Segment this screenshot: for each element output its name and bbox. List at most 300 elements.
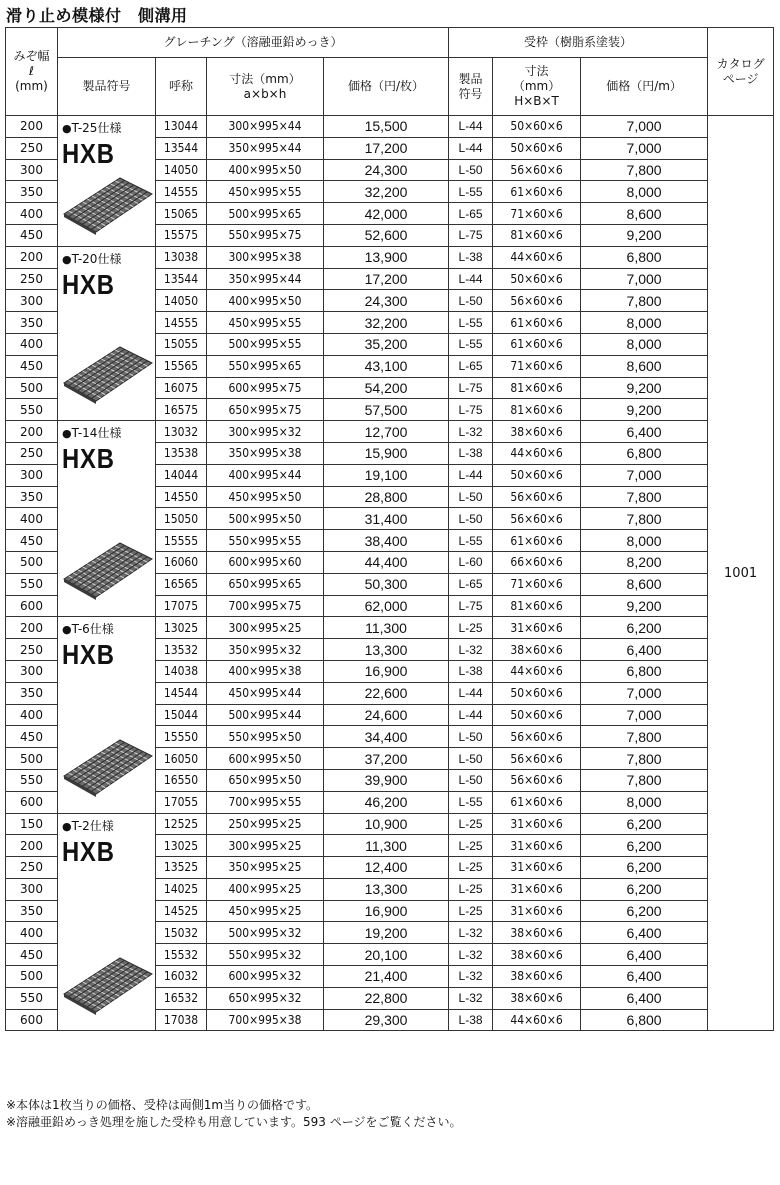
price-cell: 10,900 [324, 813, 449, 835]
frame-code-cell: L-38 [449, 246, 493, 268]
price-cell: 15,500 [324, 116, 449, 138]
frame-code-cell: L-25 [449, 900, 493, 922]
table-row [6, 421, 774, 443]
width-cell: 150 [6, 813, 58, 835]
width-cell: 350 [6, 900, 58, 922]
frame-size-cell: 56×60×6 [493, 726, 581, 748]
series-name: HXB [62, 268, 115, 300]
price-cell: 13,900 [324, 246, 449, 268]
width-cell: 300 [6, 159, 58, 181]
name-code-cell: 15050 [156, 508, 207, 530]
frame-price-cell: 6,200 [581, 835, 708, 857]
frame-code-cell: L-32 [449, 639, 493, 661]
price-cell: 17,200 [324, 137, 449, 159]
frame-price-cell: 7,800 [581, 769, 708, 791]
frame-size-cell: 50×60×6 [493, 268, 581, 290]
name-code-cell: 13038 [156, 246, 207, 268]
name-code-cell: 15565 [156, 355, 207, 377]
size-cell: 250×995×25 [207, 813, 324, 835]
frame-code-cell: L-50 [449, 726, 493, 748]
frame-size-cell: 44×60×6 [493, 442, 581, 464]
price-cell: 16,900 [324, 900, 449, 922]
width-cell: 500 [6, 551, 58, 573]
price-cell: 62,000 [324, 595, 449, 617]
size-cell: 450×995×44 [207, 682, 324, 704]
product-cell [58, 617, 156, 813]
name-code-cell: 14555 [156, 181, 207, 203]
name-code-cell: 15555 [156, 530, 207, 552]
frame-price-cell: 6,800 [581, 246, 708, 268]
grating-image [62, 539, 154, 601]
frame-size-cell: 66×60×6 [493, 551, 581, 573]
width-cell: 200 [6, 617, 58, 639]
price-cell: 24,300 [324, 290, 449, 312]
frame-price-cell: 7,000 [581, 116, 708, 138]
product-cell [58, 116, 156, 247]
frame-price-cell: 7,800 [581, 726, 708, 748]
price-cell: 43,100 [324, 355, 449, 377]
price-cell: 19,100 [324, 464, 449, 486]
header-catalog: カタログ ページ [708, 28, 774, 116]
width-cell: 500 [6, 377, 58, 399]
frame-size-cell: 31×60×6 [493, 878, 581, 900]
frame-price-cell: 6,800 [581, 1009, 708, 1031]
frame-code-cell: L-44 [449, 682, 493, 704]
width-cell: 500 [6, 748, 58, 770]
frame-code-cell: L-32 [449, 987, 493, 1009]
table-row [6, 617, 774, 639]
name-code-cell: 13544 [156, 137, 207, 159]
frame-size-cell: 31×60×6 [493, 900, 581, 922]
frame-code-cell: L-65 [449, 355, 493, 377]
width-cell: 450 [6, 944, 58, 966]
frame-price-cell: 7,800 [581, 290, 708, 312]
price-cell: 15,900 [324, 442, 449, 464]
frame-code-cell: L-50 [449, 486, 493, 508]
frame-code-cell: L-25 [449, 878, 493, 900]
size-cell: 350×995×32 [207, 639, 324, 661]
price-cell: 16,900 [324, 660, 449, 682]
frame-code-cell: L-38 [449, 442, 493, 464]
frame-price-cell: 7,800 [581, 508, 708, 530]
width-cell: 550 [6, 399, 58, 421]
series-name: HXB [62, 835, 115, 867]
price-cell: 21,400 [324, 966, 449, 988]
frame-size-cell: 81×60×6 [493, 399, 581, 421]
name-code-cell: 17055 [156, 791, 207, 813]
frame-size-cell: 38×60×6 [493, 421, 581, 443]
frame-size-cell: 38×60×6 [493, 639, 581, 661]
frame-size-cell: 56×60×6 [493, 508, 581, 530]
frame-price-cell: 6,200 [581, 813, 708, 835]
frame-price-cell: 6,400 [581, 922, 708, 944]
frame-size-cell: 81×60×6 [493, 595, 581, 617]
price-cell: 12,700 [324, 421, 449, 443]
header-frame-group: 受枠（樹脂系塗装） [449, 28, 708, 58]
width-cell: 250 [6, 268, 58, 290]
frame-price-cell: 7,000 [581, 682, 708, 704]
width-cell: 400 [6, 922, 58, 944]
size-cell: 700×995×55 [207, 791, 324, 813]
size-cell: 650×995×65 [207, 573, 324, 595]
size-cell: 300×995×32 [207, 421, 324, 443]
frame-price-cell: 7,000 [581, 704, 708, 726]
grating-image [62, 954, 154, 1016]
name-code-cell: 15065 [156, 203, 207, 225]
header-frame-code: 製品 符号 [449, 58, 493, 116]
frame-size-cell: 61×60×6 [493, 312, 581, 334]
price-cell: 28,800 [324, 486, 449, 508]
price-cell: 11,300 [324, 617, 449, 639]
frame-size-cell: 61×60×6 [493, 791, 581, 813]
frame-code-cell: L-50 [449, 748, 493, 770]
frame-price-cell: 9,200 [581, 399, 708, 421]
grating-icon [62, 736, 152, 802]
frame-size-cell: 31×60×6 [493, 857, 581, 879]
product-cell [58, 421, 156, 617]
width-cell: 300 [6, 464, 58, 486]
size-cell: 450×995×55 [207, 181, 324, 203]
width-cell: 550 [6, 573, 58, 595]
frame-price-cell: 7,800 [581, 748, 708, 770]
size-cell: 550×995×75 [207, 224, 324, 246]
header-frame-price: 価格（円/m） [581, 58, 708, 116]
price-cell: 19,200 [324, 922, 449, 944]
frame-code-cell: L-55 [449, 181, 493, 203]
price-cell: 22,600 [324, 682, 449, 704]
frame-price-cell: 8,000 [581, 181, 708, 203]
frame-code-cell: L-65 [449, 203, 493, 225]
product-cell [58, 246, 156, 420]
size-cell: 550×995×55 [207, 530, 324, 552]
size-cell: 650×995×75 [207, 399, 324, 421]
frame-size-cell: 31×60×6 [493, 617, 581, 639]
grating-image [62, 736, 154, 798]
frame-code-cell: L-25 [449, 813, 493, 835]
size-cell: 300×995×25 [207, 617, 324, 639]
name-code-cell: 15532 [156, 944, 207, 966]
frame-code-cell: L-50 [449, 159, 493, 181]
frame-price-cell: 8,600 [581, 203, 708, 225]
size-cell: 350×995×25 [207, 857, 324, 879]
width-cell: 450 [6, 726, 58, 748]
frame-price-cell: 8,200 [581, 551, 708, 573]
frame-price-cell: 6,400 [581, 987, 708, 1009]
note-2: ※溶融亜鉛めっき処理を施した受枠も用意しています。593 ページをご覧ください。 [6, 1115, 462, 1129]
spec-label [62, 119, 152, 136]
name-code-cell: 15032 [156, 922, 207, 944]
catalog-page-cell: 1001 [708, 116, 774, 1031]
size-cell: 400×995×50 [207, 159, 324, 181]
table-row [6, 116, 774, 138]
width-cell: 550 [6, 769, 58, 791]
name-code-cell: 14038 [156, 660, 207, 682]
series-name: HXB [62, 639, 115, 671]
frame-price-cell: 7,000 [581, 268, 708, 290]
name-code-cell: 14044 [156, 464, 207, 486]
size-cell: 600×995×50 [207, 748, 324, 770]
spec-text: T-14仕様 [71, 426, 122, 441]
size-cell: 300×995×38 [207, 246, 324, 268]
name-code-cell: 15575 [156, 224, 207, 246]
table-row [6, 813, 774, 835]
note-1: ※本体は1枚当りの価格、受枠は両側1m当りの価格です。 [6, 1098, 319, 1112]
price-cell: 24,300 [324, 159, 449, 181]
name-code-cell: 16032 [156, 966, 207, 988]
size-cell: 300×995×44 [207, 116, 324, 138]
price-cell: 38,400 [324, 530, 449, 552]
frame-price-cell: 6,400 [581, 944, 708, 966]
header-product-code: 製品符号 [58, 58, 156, 116]
name-code-cell: 13025 [156, 835, 207, 857]
bullet-icon: ● [62, 427, 72, 441]
width-cell: 350 [6, 682, 58, 704]
frame-code-cell: L-65 [449, 573, 493, 595]
name-code-cell: 12525 [156, 813, 207, 835]
bullet-icon: ● [62, 252, 72, 266]
frame-price-cell: 6,400 [581, 966, 708, 988]
price-cell: 57,500 [324, 399, 449, 421]
size-cell: 500×995×32 [207, 922, 324, 944]
frame-code-cell: L-75 [449, 377, 493, 399]
name-code-cell: 16565 [156, 573, 207, 595]
frame-code-cell: L-32 [449, 944, 493, 966]
size-cell: 400×995×25 [207, 878, 324, 900]
size-cell: 500×995×44 [207, 704, 324, 726]
frame-code-cell: L-44 [449, 268, 493, 290]
frame-size-cell: 56×60×6 [493, 159, 581, 181]
frame-price-cell: 9,200 [581, 595, 708, 617]
frame-price-cell: 6,800 [581, 660, 708, 682]
price-cell: 22,800 [324, 987, 449, 1009]
name-code-cell: 14025 [156, 878, 207, 900]
frame-code-cell: L-32 [449, 966, 493, 988]
frame-code-cell: L-44 [449, 137, 493, 159]
width-cell: 250 [6, 857, 58, 879]
price-cell: 11,300 [324, 835, 449, 857]
bullet-icon: ● [62, 623, 72, 637]
name-code-cell: 16532 [156, 987, 207, 1009]
size-cell: 300×995×25 [207, 835, 324, 857]
grating-icon [62, 174, 152, 240]
frame-size-cell: 56×60×6 [493, 486, 581, 508]
spec-text: T-25仕様 [71, 121, 122, 135]
frame-size-cell: 38×60×6 [493, 966, 581, 988]
width-cell: 200 [6, 835, 58, 857]
frame-code-cell: L-38 [449, 660, 493, 682]
frame-code-cell: L-38 [449, 1009, 493, 1031]
frame-size-cell: 44×60×6 [493, 1009, 581, 1031]
spec-text: T-6仕様 [71, 622, 114, 637]
frame-price-cell: 8,000 [581, 333, 708, 355]
price-cell: 32,200 [324, 181, 449, 203]
width-cell: 500 [6, 966, 58, 988]
frame-code-cell: L-60 [449, 551, 493, 573]
frame-price-cell: 8,000 [581, 312, 708, 334]
price-cell: 20,100 [324, 944, 449, 966]
name-code-cell: 13032 [156, 421, 207, 443]
frame-code-cell: L-32 [449, 421, 493, 443]
frame-price-cell: 9,200 [581, 377, 708, 399]
width-cell: 550 [6, 987, 58, 1009]
price-cell: 32,200 [324, 312, 449, 334]
frame-code-cell: L-50 [449, 769, 493, 791]
width-cell: 450 [6, 355, 58, 377]
width-cell: 450 [6, 224, 58, 246]
spec-label [62, 817, 152, 834]
frame-code-cell: L-50 [449, 508, 493, 530]
grating-icon [62, 343, 152, 409]
frame-size-cell: 31×60×6 [493, 835, 581, 857]
frame-size-cell: 56×60×6 [493, 290, 581, 312]
frame-size-cell: 61×60×6 [493, 181, 581, 203]
width-cell: 600 [6, 1009, 58, 1031]
frame-size-cell: 71×60×6 [493, 203, 581, 225]
header-width: みぞ幅 ℓ (mm) [6, 28, 58, 116]
frame-size-cell: 71×60×6 [493, 573, 581, 595]
size-cell: 600×995×75 [207, 377, 324, 399]
size-cell: 650×995×32 [207, 987, 324, 1009]
frame-size-cell: 38×60×6 [493, 922, 581, 944]
frame-size-cell: 81×60×6 [493, 377, 581, 399]
spec-label [62, 620, 152, 637]
spec-text: T-2仕様 [71, 818, 114, 833]
frame-price-cell: 8,000 [581, 791, 708, 813]
frame-price-cell: 6,200 [581, 878, 708, 900]
price-cell: 12,400 [324, 857, 449, 879]
name-code-cell: 14050 [156, 290, 207, 312]
width-cell: 250 [6, 137, 58, 159]
frame-price-cell: 7,000 [581, 464, 708, 486]
spec-label [62, 250, 152, 267]
frame-code-cell: L-55 [449, 333, 493, 355]
grating-icon [62, 954, 152, 1020]
name-code-cell: 14550 [156, 486, 207, 508]
name-code-cell: 14050 [156, 159, 207, 181]
width-cell: 450 [6, 530, 58, 552]
size-cell: 400×995×44 [207, 464, 324, 486]
size-cell: 650×995×50 [207, 769, 324, 791]
price-cell: 29,300 [324, 1009, 449, 1031]
frame-code-cell: L-75 [449, 399, 493, 421]
width-cell: 300 [6, 878, 58, 900]
name-code-cell: 14525 [156, 900, 207, 922]
product-cell [58, 813, 156, 1031]
name-code-cell: 15055 [156, 333, 207, 355]
series-name: HXB [62, 443, 115, 475]
name-code-cell: 15044 [156, 704, 207, 726]
width-cell: 400 [6, 333, 58, 355]
width-cell: 300 [6, 290, 58, 312]
frame-size-cell: 44×60×6 [493, 246, 581, 268]
name-code-cell: 13025 [156, 617, 207, 639]
price-cell: 44,400 [324, 551, 449, 573]
frame-code-cell: L-25 [449, 835, 493, 857]
price-cell: 35,200 [324, 333, 449, 355]
width-cell: 300 [6, 660, 58, 682]
header-name: 呼称 [156, 58, 207, 116]
frame-code-cell: L-44 [449, 704, 493, 726]
header-price: 価格（円/枚） [324, 58, 449, 116]
width-cell: 400 [6, 203, 58, 225]
spec-text: T-20仕様 [71, 251, 122, 266]
frame-size-cell: 50×60×6 [493, 682, 581, 704]
price-cell: 52,600 [324, 224, 449, 246]
frame-price-cell: 7,800 [581, 159, 708, 181]
frame-code-cell: L-55 [449, 791, 493, 813]
frame-size-cell: 50×60×6 [493, 704, 581, 726]
frame-code-cell: L-44 [449, 464, 493, 486]
price-cell: 17,200 [324, 268, 449, 290]
size-cell: 550×995×65 [207, 355, 324, 377]
bullet-icon: ● [62, 122, 72, 135]
width-cell: 200 [6, 116, 58, 138]
width-cell: 250 [6, 639, 58, 661]
frame-size-cell: 61×60×6 [493, 333, 581, 355]
name-code-cell: 13525 [156, 857, 207, 879]
name-code-cell: 13544 [156, 268, 207, 290]
grating-image [62, 343, 154, 405]
size-cell: 700×995×38 [207, 1009, 324, 1031]
frame-size-cell: 38×60×6 [493, 944, 581, 966]
width-cell: 600 [6, 595, 58, 617]
size-cell: 550×995×32 [207, 944, 324, 966]
frame-code-cell: L-75 [449, 224, 493, 246]
name-code-cell: 13532 [156, 639, 207, 661]
frame-size-cell: 50×60×6 [493, 464, 581, 486]
width-cell: 200 [6, 421, 58, 443]
price-cell: 31,400 [324, 508, 449, 530]
name-code-cell: 13044 [156, 116, 207, 138]
name-code-cell: 16075 [156, 377, 207, 399]
frame-code-cell: L-25 [449, 857, 493, 879]
frame-price-cell: 9,200 [581, 224, 708, 246]
price-cell: 42,000 [324, 203, 449, 225]
frame-price-cell: 6,400 [581, 639, 708, 661]
width-cell: 400 [6, 508, 58, 530]
width-cell: 400 [6, 704, 58, 726]
width-cell: 350 [6, 181, 58, 203]
table-row [6, 246, 774, 268]
frame-size-cell: 56×60×6 [493, 748, 581, 770]
frame-size-cell: 50×60×6 [493, 116, 581, 138]
series-name: HXB [62, 138, 115, 169]
size-cell: 550×995×50 [207, 726, 324, 748]
frame-price-cell: 6,200 [581, 900, 708, 922]
size-cell: 700×995×75 [207, 595, 324, 617]
price-cell: 34,400 [324, 726, 449, 748]
price-cell: 54,200 [324, 377, 449, 399]
size-cell: 450×995×55 [207, 312, 324, 334]
header-frame-size: 寸法 （mm） H×B×T [493, 58, 581, 116]
size-cell: 600×995×32 [207, 966, 324, 988]
size-cell: 350×995×44 [207, 268, 324, 290]
name-code-cell: 15550 [156, 726, 207, 748]
size-cell: 400×995×38 [207, 660, 324, 682]
frame-code-cell: L-55 [449, 530, 493, 552]
frame-price-cell: 8,000 [581, 530, 708, 552]
frame-code-cell: L-44 [449, 116, 493, 138]
price-cell: 13,300 [324, 878, 449, 900]
frame-size-cell: 71×60×6 [493, 355, 581, 377]
frame-size-cell: 56×60×6 [493, 769, 581, 791]
header-size: 寸法（mm） a×b×h [207, 58, 324, 116]
frame-code-cell: L-50 [449, 290, 493, 312]
frame-price-cell: 6,400 [581, 421, 708, 443]
frame-code-cell: L-55 [449, 312, 493, 334]
frame-size-cell: 31×60×6 [493, 813, 581, 835]
frame-price-cell: 6,200 [581, 617, 708, 639]
